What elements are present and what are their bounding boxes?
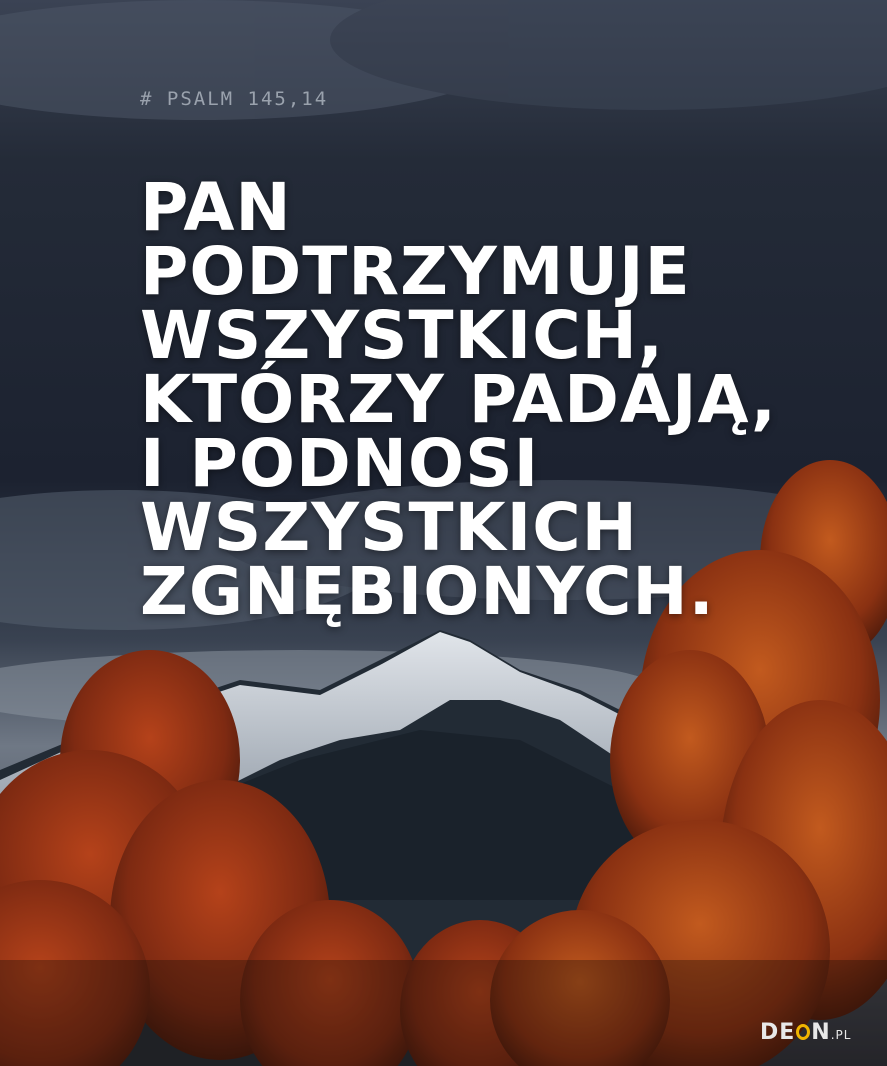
verse-line: PODTRZYMUJE [140,233,691,310]
logo-domain: .PL [830,1028,852,1042]
psalm-reference: # PSALM 145,14 [140,88,329,110]
logo-prefix: DE [760,1020,796,1045]
verse-line: PAN [140,169,292,246]
verse-line: KTÓRZY PADAJĄ, [140,361,777,438]
verse-text [140,169,860,630]
verse-line: ZGNĘBIONYCH. [140,553,715,630]
logo-ring-icon [796,1024,810,1040]
verse-line: I PODNOSI [140,425,540,502]
deon-logo [760,1020,851,1045]
verse-line: WSZYSTKICH [140,489,638,566]
verse-line: WSZYSTKICH, [140,297,664,374]
logo-suffix: N [811,1020,831,1045]
